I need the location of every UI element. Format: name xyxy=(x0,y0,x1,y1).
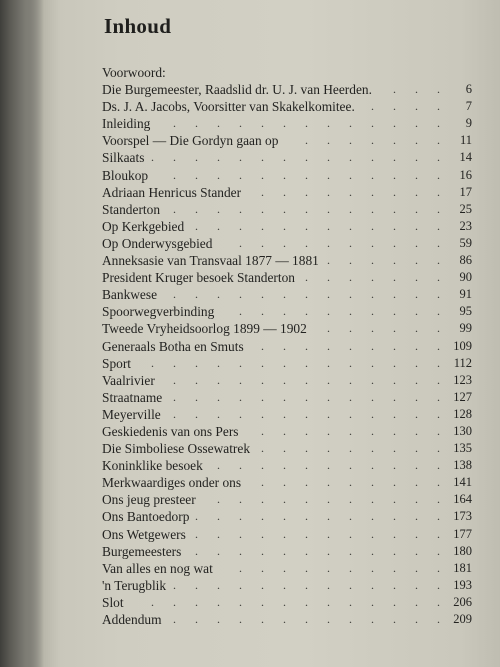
toc-entry xyxy=(102,611,472,628)
toc-leader-dots: . . . . . . . . . . . . xyxy=(195,543,448,558)
toc-entry xyxy=(102,594,472,611)
toc-entry-title: Die Simboliese Ossewatrek xyxy=(102,441,251,457)
toc-entry-title: Spoorwegverbinding xyxy=(102,304,215,320)
toc-leader-dots: . . . . . . . . . . . xyxy=(217,458,448,473)
toc-entry xyxy=(102,201,472,218)
toc-entry xyxy=(102,64,472,81)
toc-leader-dots: . . . . . . . . . . . . . xyxy=(173,201,448,216)
toc-leader-dots: . . . . . . . . . . . . xyxy=(195,218,448,233)
toc-entry-page-number: 138 xyxy=(453,458,472,473)
toc-entry-title: Sport xyxy=(102,355,132,371)
toc-entry-page-number: 11 xyxy=(459,133,472,148)
toc-entry xyxy=(102,526,472,543)
toc-entry xyxy=(102,115,472,132)
toc-leader-dots: . . . . . . xyxy=(327,321,448,336)
toc-leader-dots: . . . . . . . . . . . . . xyxy=(173,167,448,182)
toc-entry-page-number: 209 xyxy=(453,612,472,626)
toc-entry xyxy=(102,406,472,423)
toc-entry-title: 'n Terugblik xyxy=(102,577,167,593)
toc-leader-dots: . . . . . . . . . . . . . . xyxy=(151,594,448,609)
toc-leader-dots: . . . . . . . . . . . . . xyxy=(173,116,448,131)
toc-entry-page-number: 130 xyxy=(453,423,472,438)
toc-leader-dots: . . . . . . . . . . . . xyxy=(195,509,448,524)
toc-entry-title: Inleiding xyxy=(102,116,151,132)
toc-leader-dots: . . . . . . . . . . . . . xyxy=(173,612,448,626)
toc-entry-title: Op Onderwysgebied xyxy=(102,235,213,251)
toc-entry-title: Op Kerkgebied xyxy=(102,218,185,234)
toc-entry-title: Meyerville xyxy=(102,406,161,422)
toc-entry-page-number: 6 xyxy=(465,82,472,97)
toc-entry-title: Adriaan Henricus Stander xyxy=(102,184,242,200)
page-title: Inhoud xyxy=(104,14,172,38)
toc-entry xyxy=(102,338,472,355)
toc-entry-page-number: 90 xyxy=(459,270,472,285)
toc-entry-title: Silkaats xyxy=(102,150,145,166)
toc-entry-title: Merkwaardiges onder ons xyxy=(102,475,242,491)
toc-leader-dots: . . . . . . . xyxy=(305,133,448,148)
toc-entry xyxy=(102,389,472,406)
toc-entry xyxy=(102,577,472,594)
toc-leader-dots: . . . . . . . . . xyxy=(261,338,448,353)
toc-entry-title: Voorspel — Die Gordyn gaan op xyxy=(102,133,279,149)
toc-entry-title: Van alles en nog wat xyxy=(102,560,213,576)
toc-leader-dots: . . . . . . . . . . . . . xyxy=(173,389,448,404)
toc-entry xyxy=(102,355,472,372)
toc-leader-dots: . . . . . . . . . xyxy=(261,475,448,490)
toc-entry-page-number: 7 xyxy=(465,99,472,114)
toc-leader-dots: . . . . . . . . . . . . . xyxy=(173,577,448,592)
toc-entry-title: Standerton xyxy=(102,201,161,217)
toc-leader-dots: . . . . . . . . . xyxy=(261,423,448,438)
toc-entry-title: Voorwoord: xyxy=(102,65,166,80)
toc-entry xyxy=(102,303,472,320)
toc-entry-title: Ds. J. A. Jacobs, Voorsitter van Skakelkomitee. xyxy=(102,99,355,115)
toc-leader-dots: . . . . . . . . . . . . . xyxy=(173,372,448,387)
toc-entry-title: Bloukop xyxy=(102,167,149,183)
toc-leader-dots: . . . . . . . . . . . xyxy=(217,492,448,507)
toc-entry-page-number: 193 xyxy=(453,577,472,592)
toc-entry-page-number: 109 xyxy=(453,338,472,353)
toc-leader-dots: . . . . . . . . . . xyxy=(239,560,448,575)
toc-leader-dots: . . . . . . . . . xyxy=(261,441,448,456)
toc-entry-page-number: 127 xyxy=(453,389,472,404)
toc-entry xyxy=(102,286,472,303)
toc-entry xyxy=(102,235,472,252)
toc-entry xyxy=(102,508,472,525)
toc-leader-dots: . . . . . . . . . xyxy=(261,184,448,199)
toc-leader-dots: . . . . . . . . . . xyxy=(239,304,448,319)
toc-entry-page-number: 141 xyxy=(453,475,472,490)
toc-entry xyxy=(102,457,472,474)
toc-entry-page-number: 14 xyxy=(459,150,472,165)
toc-entry-title: Ons jeug presteer xyxy=(102,492,196,508)
toc-entry-title: President Kruger besoek Standerton xyxy=(102,270,296,286)
toc-entry-page-number: 59 xyxy=(459,235,472,250)
toc-leader-dots: . . . . . . . . . . . . . . xyxy=(151,150,448,165)
toc-entry-page-number: 135 xyxy=(453,441,472,456)
toc-entry xyxy=(102,560,472,577)
toc-entry xyxy=(102,440,472,457)
toc-entry-title: Ons Bantoedorp xyxy=(102,509,190,525)
toc-entry-title: Ons Wetgewers xyxy=(102,526,186,542)
toc-entry-page-number: 112 xyxy=(453,355,472,370)
toc-entry xyxy=(102,372,472,389)
toc-entry-page-number: 181 xyxy=(453,560,472,575)
toc-entry-title: Tweede Vryheidsoorlog 1899 — 1902 xyxy=(102,321,307,337)
toc-entry-page-number: 180 xyxy=(453,543,472,558)
toc-entry-page-number: 16 xyxy=(459,167,472,182)
toc-entry-title: Koninklike besoek xyxy=(102,458,203,474)
toc-entry-title: Burgemeesters xyxy=(102,543,182,559)
toc-entry xyxy=(102,98,472,115)
toc-entry-page-number: 177 xyxy=(453,526,472,541)
toc-entry xyxy=(102,474,472,491)
toc-entry xyxy=(102,167,472,184)
toc-entry xyxy=(102,132,472,149)
toc-entry xyxy=(102,423,472,440)
toc-leader-dots: . . . . . . xyxy=(327,253,448,268)
toc-entry-page-number: 25 xyxy=(459,201,472,216)
toc-leader-dots: . . . . . . . . . . . . . . xyxy=(151,355,448,370)
toc-entry xyxy=(102,543,472,560)
toc-entry-page-number: 91 xyxy=(459,287,472,302)
toc-entry xyxy=(102,149,472,166)
toc-entry-page-number: 9 xyxy=(465,116,472,131)
toc-entry-title: Straatname xyxy=(102,389,163,405)
toc-entry-page-number: 17 xyxy=(459,184,472,199)
toc-entry-title: Slot xyxy=(102,594,124,610)
toc-entry-page-number: 123 xyxy=(453,372,472,387)
toc-entry xyxy=(102,320,472,337)
toc-leader-dots: . . . . . . . . . . xyxy=(239,235,448,250)
toc-entry xyxy=(102,218,472,235)
toc-entry-title: Die Burgemeester, Raadslid dr. U. J. van Heerden. xyxy=(102,82,372,98)
toc-entry-page-number: 164 xyxy=(453,492,472,507)
toc-entry xyxy=(102,269,472,286)
toc-entry-page-number: 86 xyxy=(459,253,472,268)
toc-entry-title: Geskiedenis van ons Pers xyxy=(102,423,239,439)
table-of-contents xyxy=(102,64,472,628)
toc-entry xyxy=(102,184,472,201)
toc-entry-title: Anneksasie van Transvaal 1877 — 1881 xyxy=(102,253,319,269)
toc-leader-dots: . . . . . . . . . . . . xyxy=(195,526,448,541)
toc-leader-dots: . . . . xyxy=(371,99,448,114)
toc-entry-page-number: 206 xyxy=(453,594,472,609)
toc-entry-title: Generaals Botha en Smuts xyxy=(102,338,244,354)
toc-entry-page-number: 23 xyxy=(459,218,472,233)
toc-leader-dots: . . . . . . . xyxy=(305,270,448,285)
toc-entry-title: Vaalrivier xyxy=(102,372,155,388)
toc-leader-dots: . . . xyxy=(393,82,448,97)
toc-entry-page-number: 128 xyxy=(453,406,472,421)
toc-entry-page-number: 99 xyxy=(459,321,472,336)
toc-leader-dots: . . . . . . . . . . . . . xyxy=(173,406,448,421)
toc-entry-page-number: 173 xyxy=(453,509,472,524)
toc-entry-page-number: 95 xyxy=(459,304,472,319)
toc-entry xyxy=(102,491,472,508)
toc-entry xyxy=(102,252,472,269)
book-spine-shadow xyxy=(0,0,44,667)
toc-entry-title: Bankwese xyxy=(102,287,158,303)
toc-entry xyxy=(102,81,472,98)
toc-leader-dots: . . . . . . . . . . . . . xyxy=(173,287,448,302)
toc-entry-title: Addendum xyxy=(102,612,162,627)
